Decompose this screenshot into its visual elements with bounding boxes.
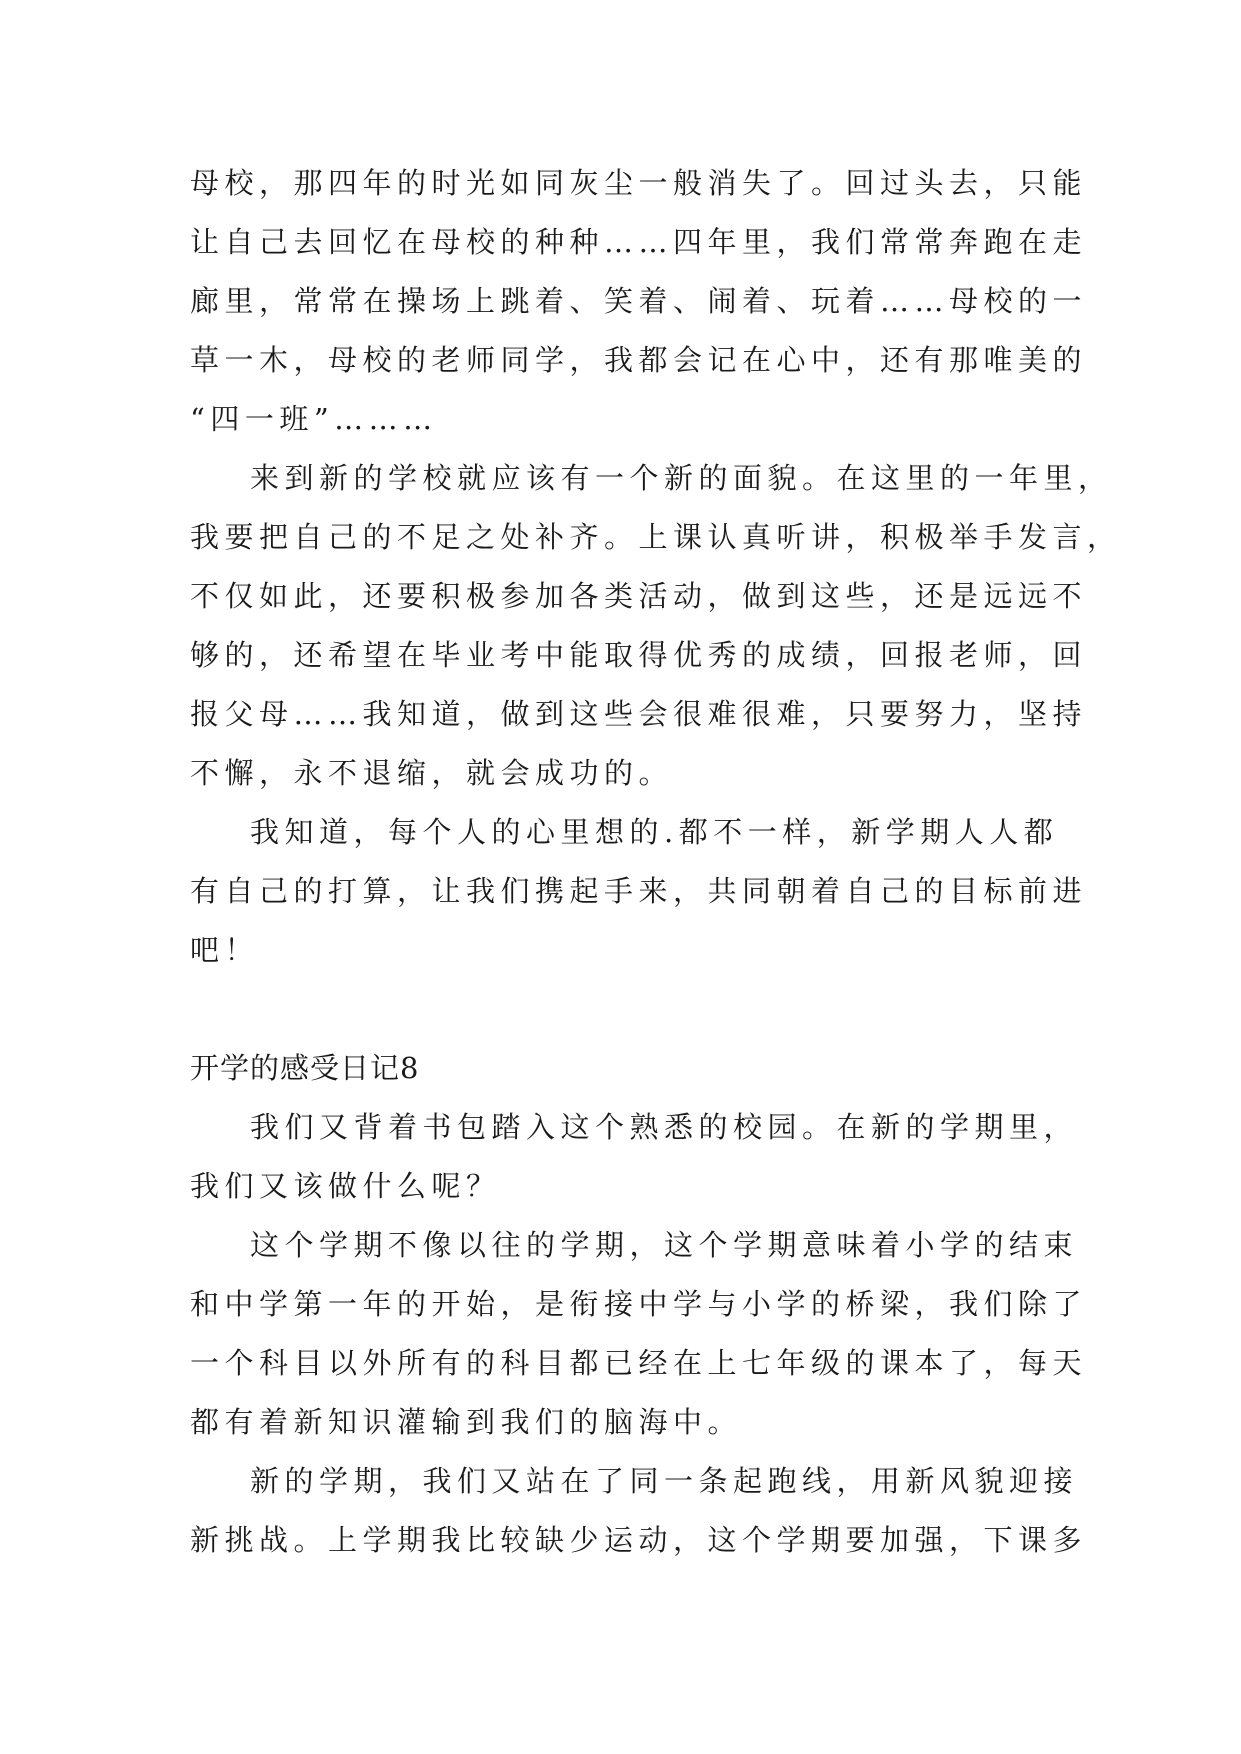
text-line: 不仅如此，还要积极参加各类活动，做到这些，还是远远不: [190, 579, 1088, 613]
paragraph-start-line: 新的学期，我们又站在了同一条起跑线，用新风貌迎接: [250, 1464, 1079, 1498]
text-line: 报父母……我知道，做到这些会很难很难，只要努力，坚持: [190, 697, 1088, 731]
paragraph-start-line: 我知道，每个人的心里想的.都不一样，新学期人人都: [250, 815, 1059, 849]
section-heading: 开学的感受日记8: [190, 1051, 420, 1085]
text-line: 吧！: [190, 933, 260, 967]
text-line: 新挑战。上学期我比较缺少运动，这个学期要加强，下课多: [190, 1523, 1088, 1557]
text-line: 廊里，常常在操场上跳着、笑着、闹着、玩着……母校的一: [190, 284, 1088, 318]
text-line: 我们又该做什么呢？: [190, 1169, 501, 1203]
paragraph-start-line: 这个学期不像以往的学期，这个学期意味着小学的结束: [250, 1228, 1079, 1262]
text-line: 有自己的打算，让我们携起手来，共同朝着自己的目标前进: [190, 874, 1088, 908]
text-line: 母校，那四年的时光如同灰尘一般消失了。回过头去，只能: [190, 166, 1088, 200]
text-line: 让自己去回忆在母校的种种……四年里，我们常常奔跑在走: [190, 225, 1088, 259]
text-line: 都有着新知识灌输到我们的脑海中。: [190, 1405, 743, 1439]
text-line: 不懈，永不退缩，就会成功的。: [190, 756, 674, 790]
text-line: 够的，还希望在毕业考中能取得优秀的成绩，回报老师，回: [190, 638, 1088, 672]
text-line: “四一班”………: [190, 402, 438, 436]
text-line: 我要把自己的不足之处补齐。上课认真听讲，积极举手发言，: [190, 520, 1122, 554]
paragraph-start-line: 来到新的学校就应该有一个新的面貌。在这里的一年里，: [250, 461, 1113, 495]
text-line: 和中学第一年的开始，是衔接中学与小学的桥梁，我们除了: [190, 1287, 1088, 1321]
text-line: 一个科目以外所有的科目都已经在上七年级的课本了，每天: [190, 1346, 1088, 1380]
text-line: 草一木，母校的老师同学，我都会记在心中，还有那唯美的: [190, 343, 1088, 377]
paragraph-start-line: 我们又背着书包踏入这个熟悉的校园。在新的学期里，: [250, 1110, 1079, 1144]
